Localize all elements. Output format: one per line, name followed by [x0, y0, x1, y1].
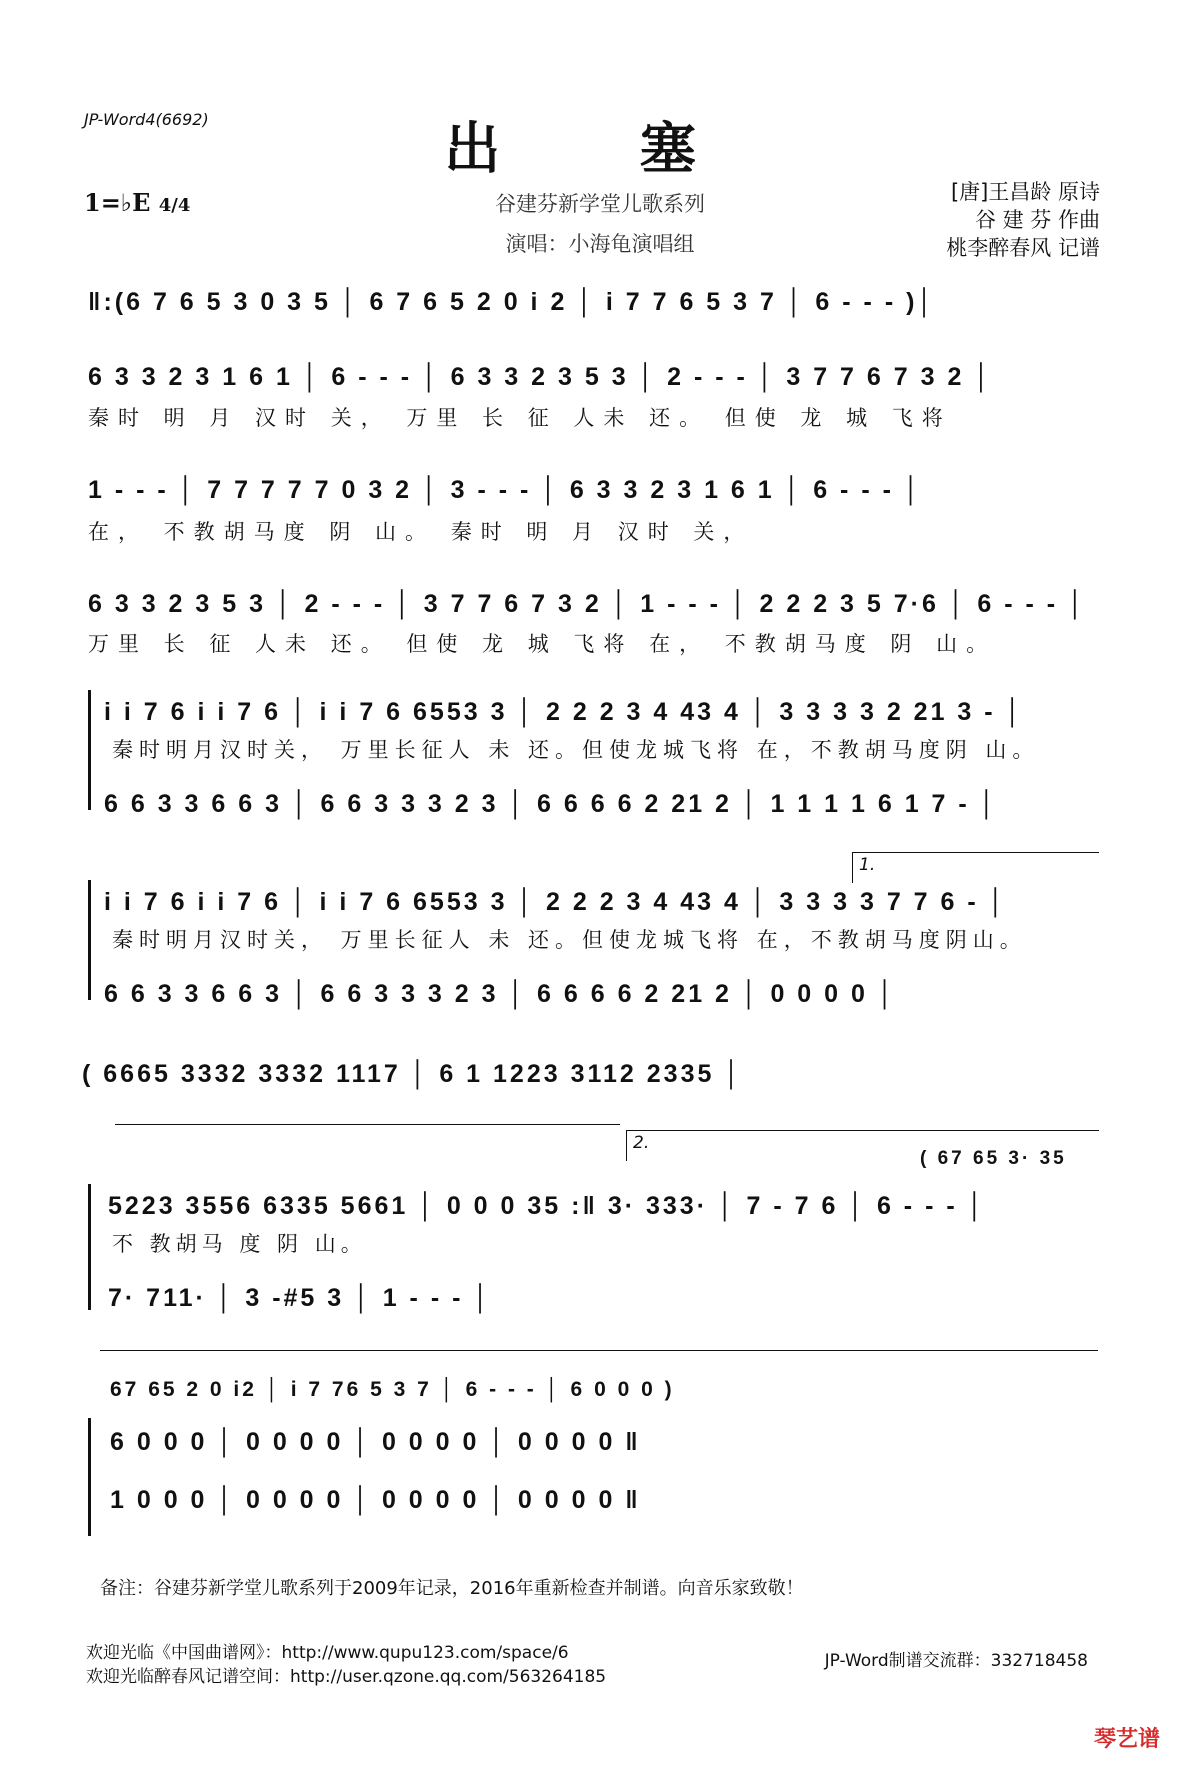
score-system — [88, 355, 1110, 407]
score-system — [110, 1478, 1132, 1530]
key-label: 1=♭E — [84, 188, 151, 217]
lyrics-line: 万里 长 征 人未 还。 但使 龙 城 飞将 在， 不教胡马度 阴 山。 — [88, 632, 997, 656]
tie-line — [115, 1124, 620, 1125]
notation-line: 6 6 3 3 6 6 3 │ 6 6 3 3 3 2 3 │ 6 6 6 6 2 21 2 │ 0 0 0 0 │ — [104, 980, 897, 1008]
score-system — [108, 1276, 1130, 1328]
notation-line: 67 65 2 0 i2 │ i 7 76 5 3 7 │ 6 - - - │ 6 0 0 0 ) — [110, 1378, 675, 1401]
system-line — [100, 1350, 1098, 1351]
score-system — [110, 1370, 1132, 1422]
lyrics-line: 秦时明月汉时关， 万里长征人 未 还。但使龙城飞将 在，不教胡马度阴 山。 — [112, 738, 1040, 762]
volta-second-label: 2. — [633, 1133, 650, 1153]
part-bracket — [88, 1418, 97, 1536]
score-system — [88, 280, 1110, 332]
notation-line: 5223 3556 6335 5661 │ 0 0 0 35 :‖ 3· 333· │ 7 - 7 6 │ 6 - - - │ — [108, 1192, 987, 1220]
notation-line: 1 0 0 0 │ 0 0 0 0 │ 0 0 0 0 │ 0 0 0 0 ‖ — [110, 1486, 641, 1514]
time-signature: 4/4 — [158, 195, 191, 216]
notation-line: i i 7 6 i i 7 6 │ i i 7 6 6553 3 │ 2 2 2 3 4 43 4 │ 3 3 3 3 2 21 3 - │ — [104, 698, 1025, 726]
pickup-notes: ( 67 65 3· 35 — [920, 1148, 1067, 1169]
lyrics-line: 秦时 明 月 汉时 关， 万里 长 征 人未 还。 但使 龙 城 飞将 — [88, 406, 952, 430]
series-subtitle: 谷建芬新学堂儿歌系列 — [495, 192, 705, 216]
footer-link-2[interactable]: 欢迎光临醉春风记谱空间：http://user.qzone.qq.com/563264185 — [86, 1667, 607, 1687]
footer-group: JP-Word制谱交流群：332718458 — [824, 1651, 1088, 1671]
notation-line: 6 3 3 2 3 5 3 │ 2 - - - │ 3 7 7 6 7 3 2 │ 1 - - - │ 2 2 2 3 5 7·6 │ 6 - - - │ — [88, 590, 1087, 618]
notation-line: 1 - - - │ 7 7 7 7 7 0 3 2 │ 3 - - - │ 6 3 3 2 3 1 6 1 │ 6 - - - │ — [88, 476, 923, 504]
notation-line: 6 3 3 2 3 1 6 1 │ 6 - - - │ 6 3 3 2 3 5 3 │ 2 - - - │ 3 7 7 6 7 3 2 │ — [88, 363, 993, 391]
volta-first-label: 1. — [859, 855, 876, 875]
song-title: 出 塞 — [444, 116, 756, 182]
notation-line: 7· 711· │ 3 -#5 3 │ 1 - - - │ — [108, 1284, 492, 1312]
score-system — [82, 1052, 1104, 1104]
score-system — [88, 582, 1110, 634]
lyrics-line: 秦时明月汉时关， 万里长征人 未 还。但使龙城飞将 在，不教胡马度阴山。 — [112, 928, 1027, 952]
software-label: JP-Word4(6692) — [84, 110, 209, 129]
credit-transcriber: 桃李醉春风 记谱 — [946, 236, 1100, 260]
lyrics-line: 不 教胡马 度 阴 山。 — [112, 1232, 367, 1256]
singer-label: 演唱：小海龟演唱组 — [505, 232, 695, 256]
volta-first — [852, 852, 1099, 883]
part-bracket — [88, 690, 97, 810]
footer-link-1[interactable]: 欢迎光临《中国曲谱网》：http://www.qupu123.com/space/6 — [86, 1643, 569, 1663]
watermark-logo: 琴艺谱 — [1093, 1727, 1160, 1752]
part-bracket — [88, 1184, 97, 1310]
score-system — [104, 782, 1126, 834]
score-system — [110, 1420, 1132, 1472]
notation-line: 6 0 0 0 │ 0 0 0 0 │ 0 0 0 0 │ 0 0 0 0 ‖ — [110, 1428, 641, 1456]
score-system — [104, 972, 1126, 1024]
score-system — [88, 468, 1110, 520]
credit-composer: 谷 建 芬 作曲 — [974, 208, 1100, 232]
notation-line: ( 6665 3332 3332 1117 │ 6 1 1223 3112 2335 │ — [82, 1060, 743, 1088]
remark-text: 备注：谷建芬新学堂儿歌系列于2009年记录，2016年重新检查并制谱。向音乐家致敬！ — [100, 1578, 804, 1599]
notation-line: 6 6 3 3 6 6 3 │ 6 6 3 3 3 2 3 │ 6 6 6 6 2 21 2 │ 1 1 1 1 6 1 7 - │ — [104, 790, 999, 818]
credit-lyricist: [唐]王昌龄 原诗 — [950, 180, 1100, 204]
notation-line: i i 7 6 i i 7 6 │ i i 7 6 6553 3 │ 2 2 2 3 4 43 4 │ 3 3 3 3 7 7 6 - │ — [104, 888, 1008, 916]
lyrics-line: 在， 不教胡马度 阴 山。 秦时 明 月 汉时 关， — [88, 520, 754, 544]
part-bracket — [88, 880, 97, 1000]
notation-line: ‖:(6 7 6 5 3 0 3 5 │ 6 7 6 5 2 0 i 2 │ i 7 7 6 5 3 7 │ 6 - - - )│ — [88, 288, 937, 316]
